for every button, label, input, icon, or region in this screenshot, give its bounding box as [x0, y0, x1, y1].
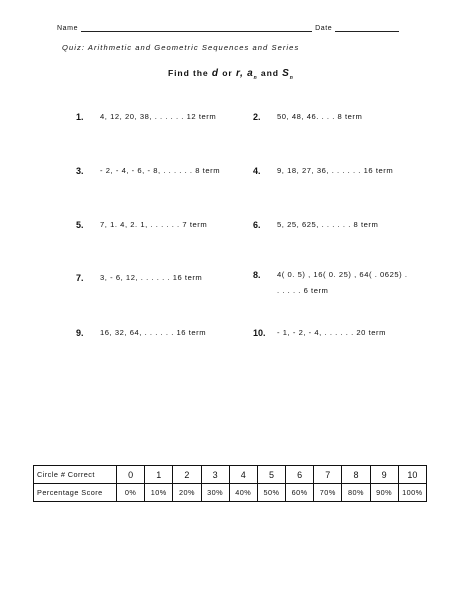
problem-number: 1. — [76, 112, 84, 122]
percentage-cell: 20% — [173, 484, 201, 502]
percentage-cell: 50% — [257, 484, 285, 502]
count-cell[interactable]: 4 — [229, 466, 257, 484]
name-blank-line[interactable] — [81, 24, 312, 32]
problem-text: 16, 32, 64, . . . . . . 16 term — [100, 328, 207, 337]
count-cell[interactable]: 3 — [201, 466, 229, 484]
instruction-a-letter: a — [247, 68, 254, 79]
count-cell[interactable]: 10 — [398, 466, 426, 484]
problem-8 — [253, 270, 408, 299]
instruction-d: d — [211, 68, 219, 79]
problem-number: 4. — [253, 166, 261, 176]
problem-number: 9. — [76, 328, 84, 338]
problem-text: 7, 1. 4, 2. 1, . . . . . . 7 term — [100, 220, 208, 229]
date-label: Date — [315, 25, 333, 32]
problem-5 — [76, 220, 207, 233]
correct-count-label: Circle # Correct — [34, 466, 117, 484]
problem-1 — [76, 112, 216, 125]
problem-text: 5, 25, 625, . . . . . . 8 term — [277, 220, 379, 229]
name-date-header — [57, 24, 407, 32]
percentage-cell: 40% — [229, 484, 257, 502]
count-cell[interactable]: 1 — [145, 466, 173, 484]
percentage-cell: 90% — [370, 484, 398, 502]
problem-number: 6. — [253, 220, 261, 230]
percentage-cell: 60% — [286, 484, 314, 502]
percentage-cell: 30% — [201, 484, 229, 502]
problem-number: 2. — [253, 112, 261, 122]
instruction-prefix: Find the — [168, 68, 209, 78]
date-blank-line[interactable] — [335, 24, 399, 32]
problem-text: 3, - 6, 12, . . . . . . 16 term — [100, 273, 203, 282]
problem-text: - 2, - 4, - 6, - 8, . . . . . . 8 term — [100, 166, 221, 175]
problem-2 — [253, 112, 362, 125]
percentage-cell: 100% — [398, 484, 426, 502]
problem-4 — [253, 166, 393, 179]
problem-number: 3. — [76, 166, 84, 176]
percentage-label: Percentage Score — [34, 484, 117, 502]
count-cell[interactable]: 9 — [370, 466, 398, 484]
problem-6 — [253, 220, 378, 233]
problem-7 — [76, 273, 202, 286]
quiz-title: Quiz: Arithmetic and Geometric Sequences and Series — [62, 43, 300, 52]
problem-text: 9, 18, 27, 36, . . . . . . 16 term — [277, 166, 394, 175]
percentage-cell: 0% — [117, 484, 145, 502]
instruction-s-letter: S — [282, 68, 290, 79]
percentage-cell: 10% — [145, 484, 173, 502]
percentage-cell: 80% — [342, 484, 370, 502]
problem-text: 4, 12, 20, 38, . . . . . . 12 term — [100, 112, 217, 121]
problem-text: 4( 0. 5) , 16( 0. 25) , 64( . 0625) . . . . . . 6 term — [277, 270, 408, 295]
instruction-or: or — [222, 68, 233, 78]
correct-count-row — [34, 466, 427, 484]
instruction-s — [282, 68, 294, 79]
instruction — [168, 68, 294, 81]
instruction-and: and — [260, 68, 279, 78]
percentage-cell: 70% — [314, 484, 342, 502]
problem-3 — [76, 166, 220, 179]
count-cell[interactable]: 0 — [117, 466, 145, 484]
count-cell[interactable]: 8 — [342, 466, 370, 484]
problem-number: 10. — [253, 328, 266, 338]
count-cell[interactable]: 7 — [314, 466, 342, 484]
problem-number: 8. — [253, 270, 261, 280]
problem-number: 5. — [76, 220, 84, 230]
instruction-r: r, — [235, 68, 244, 79]
instruction-a — [247, 68, 257, 79]
problem-number: 7. — [76, 273, 84, 283]
problem-9 — [76, 328, 206, 341]
percentage-row — [34, 484, 427, 502]
count-cell[interactable]: 5 — [257, 466, 285, 484]
count-cell[interactable]: 2 — [173, 466, 201, 484]
instruction-s-sub: n — [289, 75, 294, 81]
name-label: Name — [57, 25, 79, 32]
problem-text: - 1, - 2, - 4, . . . . . . 20 term — [277, 328, 387, 337]
instruction-a-sub: n — [253, 75, 258, 81]
score-table — [33, 465, 427, 502]
problem-text: 50, 48, 46. . . . 8 term — [277, 112, 363, 121]
problem-10 — [253, 328, 386, 341]
count-cell[interactable]: 6 — [286, 466, 314, 484]
